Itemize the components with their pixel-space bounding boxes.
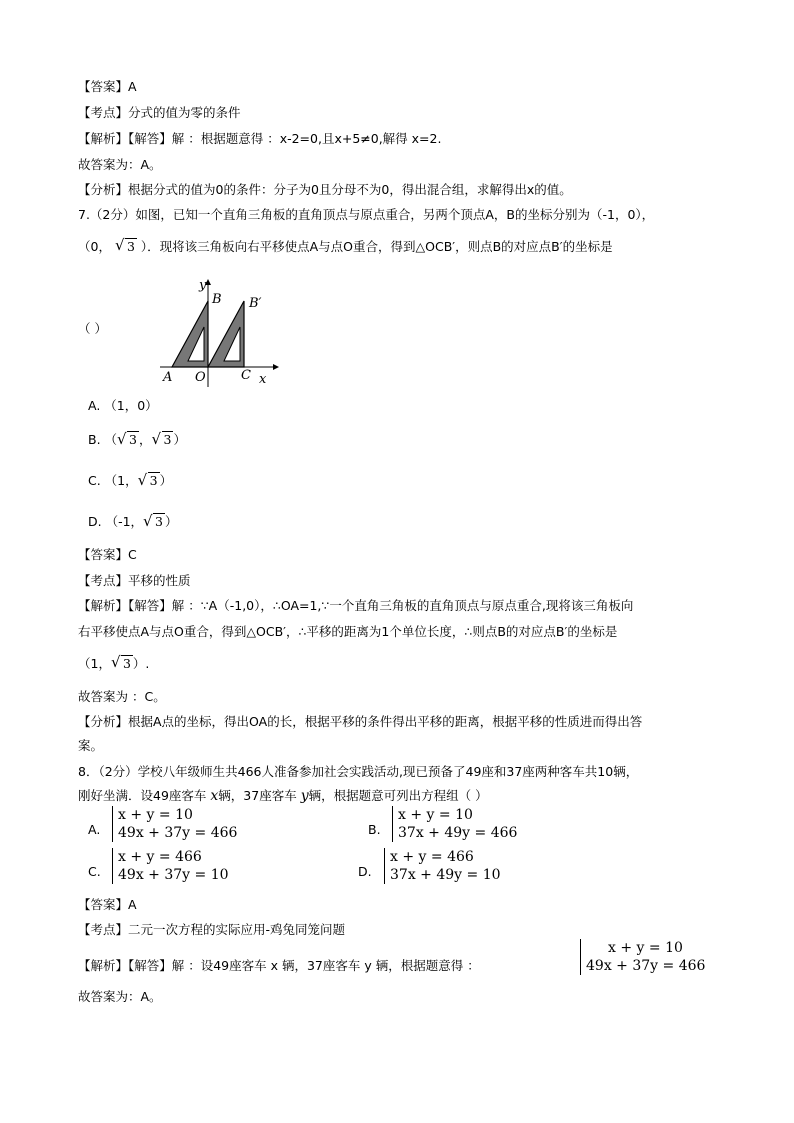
q7-stem-line1: 7.（2分）如图，已知一个直角三角板的直角顶点与原点重合，另两个顶点A，B的坐标分别为（-1，0）， [78,207,655,222]
q8-conclusion: 故答案为：A。 [78,989,162,1004]
q6-answer: 【答案】A [78,79,137,94]
q8-option-b-label: B. [368,822,381,837]
q6-jiexi: 【解析】【解答】解 ：根据题意得 ：x-2=0,且x+5≠0,解得 x=2. [78,131,442,146]
q8-option-a-label: A. [88,822,101,837]
q6-conclusion: 故答案为：A。 [78,157,162,172]
q7-option-d: D. （-1，√ 3 ） [88,512,178,530]
q7-kaodian: 【考点】平移的性质 [78,573,191,588]
q7-stem-line2 [78,238,613,256]
q7-fenxi-line1: 【分析】根据A点的坐标，得出OA的长，根据平移的条件得出平移的距离，根据平移的性质进而得出答 [78,714,643,729]
q7-answer: 【答案】C [78,547,137,562]
label-c: C [241,368,251,383]
q8-stem-line2: 刚好坐满．设49座客车 x辆，37座客车 y辆，根据题意可列出方程组（ ） [78,788,488,804]
sqrt-symbol: √ 3 [115,238,137,256]
q8-answer: 【答案】A [78,897,137,912]
q7-option-c: C. （1，√ 3 ） [88,471,172,489]
sqrt-symbol: √ 3 [117,432,139,447]
q7-option-b: B. （√ 3 ，√ 3 ） [88,430,186,448]
label-a: A [163,370,173,385]
q8-stem-line1: 8．（2分）学校八年级师生共466人准备参加社会实践活动,现已预备了49座和37座两种客车共10辆， [78,764,639,779]
q7-stem-part-b: ）．现将该三角板向右平移使点A与点O重合，得到△OCB′，则点B的对应点B′的坐标是 [140,239,613,254]
sqrt-symbol: √ 3 [143,514,165,529]
label-b-prime: B′ [249,296,262,311]
q8-option-a-system: x + y = 10 49x + 37y = 466 [118,806,237,842]
q7-conclusion: 故答案为 ：C。 [78,689,166,704]
q7-figure [155,275,285,390]
label-y: y [199,278,207,293]
var-y: y [300,788,309,804]
q8-jiexi-system: x + y = 10 49x + 37y = 466 [586,939,705,975]
q7-jiexi-line3: （1，√ 3 ）. [78,655,149,673]
sqrt-symbol: √ 3 [152,432,174,447]
q8-option-d-label: D. [358,864,372,879]
label-b: B [212,292,222,307]
q8-option-c-system: x + y = 466 49x + 37y = 10 [118,848,229,884]
q8-option-c-label: C. [88,864,101,879]
q6-kaodian: 【考点】分式的值为零的条件 [78,105,241,120]
x-axis-arrow [273,364,279,370]
q7-option-a: A. （1，0） [88,398,158,413]
var-x: x [210,788,219,804]
q7-answer-paren: （ ） [78,321,107,336]
q8-kaodian: 【考点】二元一次方程的实际应用-鸡兔同笼问题 [78,922,346,937]
label-o: O [195,370,206,385]
q8-option-d-system: x + y = 466 37x + 49y = 10 [390,848,501,884]
label-x: x [259,372,267,387]
sqrt-symbol: √ 3 [138,473,160,488]
q7-fenxi-line2: 案。 [78,738,104,753]
q7-jiexi-line2: 右平移使点A与点O重合，得到△OCB′，∴平移的距离为1个单位长度，∴则点B的对应点B′的坐标是 [78,624,618,639]
q7-jiexi-line1: 【解析】【解答】解 ：∵A（-1,0），∴OA=1,∵一个直角三角板的直角顶点与原点重合,现将该三角板向 [78,598,634,613]
q8-option-b-system: x + y = 10 37x + 49y = 466 [398,806,517,842]
sqrt-symbol: √ 3 [111,655,133,673]
q6-fenxi: 【分析】根据分式的值为0的条件：分子为0且分母不为0，得出混合组，求解得出x的值。 [78,182,572,197]
q7-stem-part-a: （0， [78,239,111,254]
q8-jiexi: 【解析】【解答】解 ：设49座客车 x 辆，37座客车 y 辆，根据题意得 ： [78,958,480,973]
